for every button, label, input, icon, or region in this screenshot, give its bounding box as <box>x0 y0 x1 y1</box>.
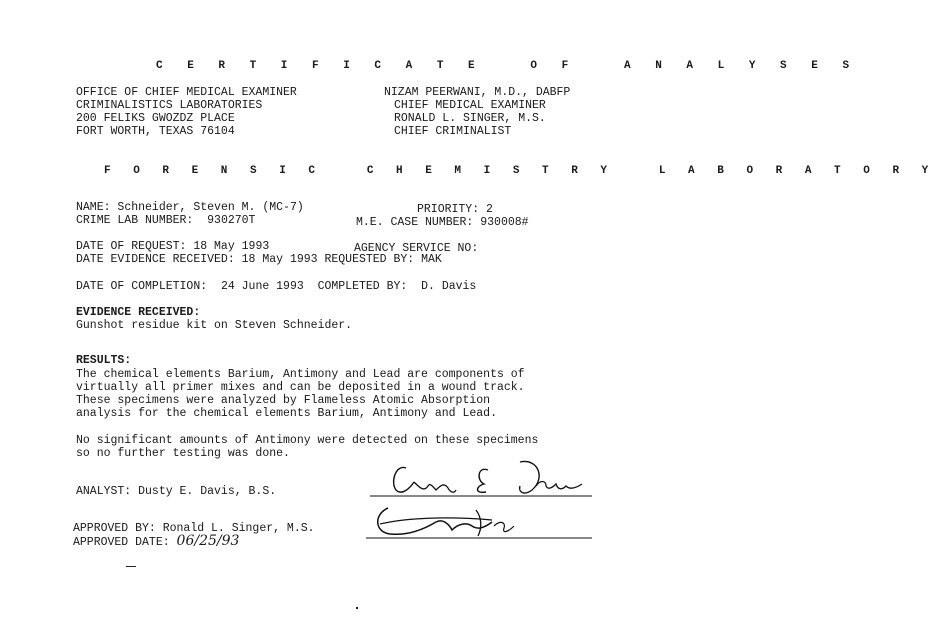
received-value: 18 May 1993 <box>241 253 318 266</box>
analyst-line: ANALYST: Dusty E. Davis, B.S. <box>76 485 277 498</box>
examiner-line-1: NIZAM PEERWANI, M.D., DABFP <box>384 86 571 99</box>
certificate-title: C E R T I F I C A T E O F A N A L Y S E S <box>156 60 859 72</box>
results-line-5: No significant amounts of Antimony were detected on these specimens <box>76 434 539 447</box>
examiner-line-4: CHIEF CRIMINALIST <box>394 125 512 138</box>
office-line-1: OFFICE OF CHIEF MEDICAL EXAMINER <box>76 86 297 99</box>
name-value: Schneider, Steven M. (MC-7) <box>117 201 304 214</box>
me-case-label: M.E. CASE NUMBER: <box>356 216 474 229</box>
me-case-value: 930008# <box>480 216 529 229</box>
office-line-4: FORT WORTH, TEXAS 76104 <box>76 125 235 138</box>
agency-label: AGENCY SERVICE NO: <box>354 242 479 255</box>
priority-label: PRIORITY: <box>417 203 480 216</box>
request-label: DATE OF REQUEST: <box>76 240 187 253</box>
office-line-3: 200 FELIKS GWOZDZ PLACE <box>76 112 235 125</box>
completion-label: DATE OF COMPLETION: <box>76 280 208 293</box>
completed-by-value: D. Davis <box>421 280 477 293</box>
lab-title: F O R E N S I C C H E M I S T R Y L A B O R A T O R Y <box>104 165 936 177</box>
requested-by-label: REQUESTED BY: <box>324 253 415 266</box>
examiner-line-2: CHIEF MEDICAL EXAMINER <box>394 99 546 112</box>
received-row <box>76 253 442 266</box>
approved-date-label: APPROVED DATE: <box>73 536 170 549</box>
stray-mark <box>126 566 136 567</box>
results-line-6: so no further testing was done. <box>76 447 290 460</box>
analyst-signature <box>370 452 595 504</box>
name-row <box>76 201 304 214</box>
approver-signature <box>366 498 596 548</box>
results-heading: RESULTS: <box>76 354 132 367</box>
results-line-2: virtually all primer mixes and can be deposited in a wound track. <box>76 381 525 394</box>
request-row <box>76 240 269 253</box>
requested-by-value: MAK <box>421 253 442 266</box>
priority-row <box>417 203 493 216</box>
request-value: 18 May 1993 <box>193 240 270 253</box>
examiner-line-3: RONALD L. SINGER, M.S. <box>394 112 546 125</box>
name-label: NAME: <box>76 201 111 214</box>
office-line-2: CRIMINALISTICS LABORATORIES <box>76 99 263 112</box>
results-line-1: The chemical elements Barium, Antimony and Lead are components of <box>76 368 525 381</box>
approved-date-value: 06/25/93 <box>176 533 240 549</box>
me-case-row <box>356 216 529 229</box>
priority-value: 2 <box>486 203 493 216</box>
stray-dot <box>356 607 358 609</box>
completion-value: 24 June 1993 <box>220 280 304 293</box>
evidence-heading: EVIDENCE RECEIVED: <box>76 306 201 319</box>
crime-lab-value: 930270T <box>207 214 256 227</box>
completion-row <box>76 280 476 293</box>
results-line-4: analysis for the chemical elements Barium, Antimony and Lead. <box>76 407 497 420</box>
evidence-text: Gunshot residue kit on Steven Schneider. <box>76 319 353 332</box>
crime-lab-row <box>76 214 255 227</box>
completed-by-label: COMPLETED BY: <box>317 280 408 293</box>
received-label: DATE EVIDENCE RECEIVED: <box>76 253 235 266</box>
results-line-3: These specimens were analyzed by Flameless Atomic Absorption <box>76 394 491 407</box>
crime-lab-label: CRIME LAB NUMBER: <box>76 214 194 227</box>
approved-date-row <box>73 535 239 549</box>
approved-by-line: APPROVED BY: Ronald L. Singer, M.S. <box>73 522 315 535</box>
